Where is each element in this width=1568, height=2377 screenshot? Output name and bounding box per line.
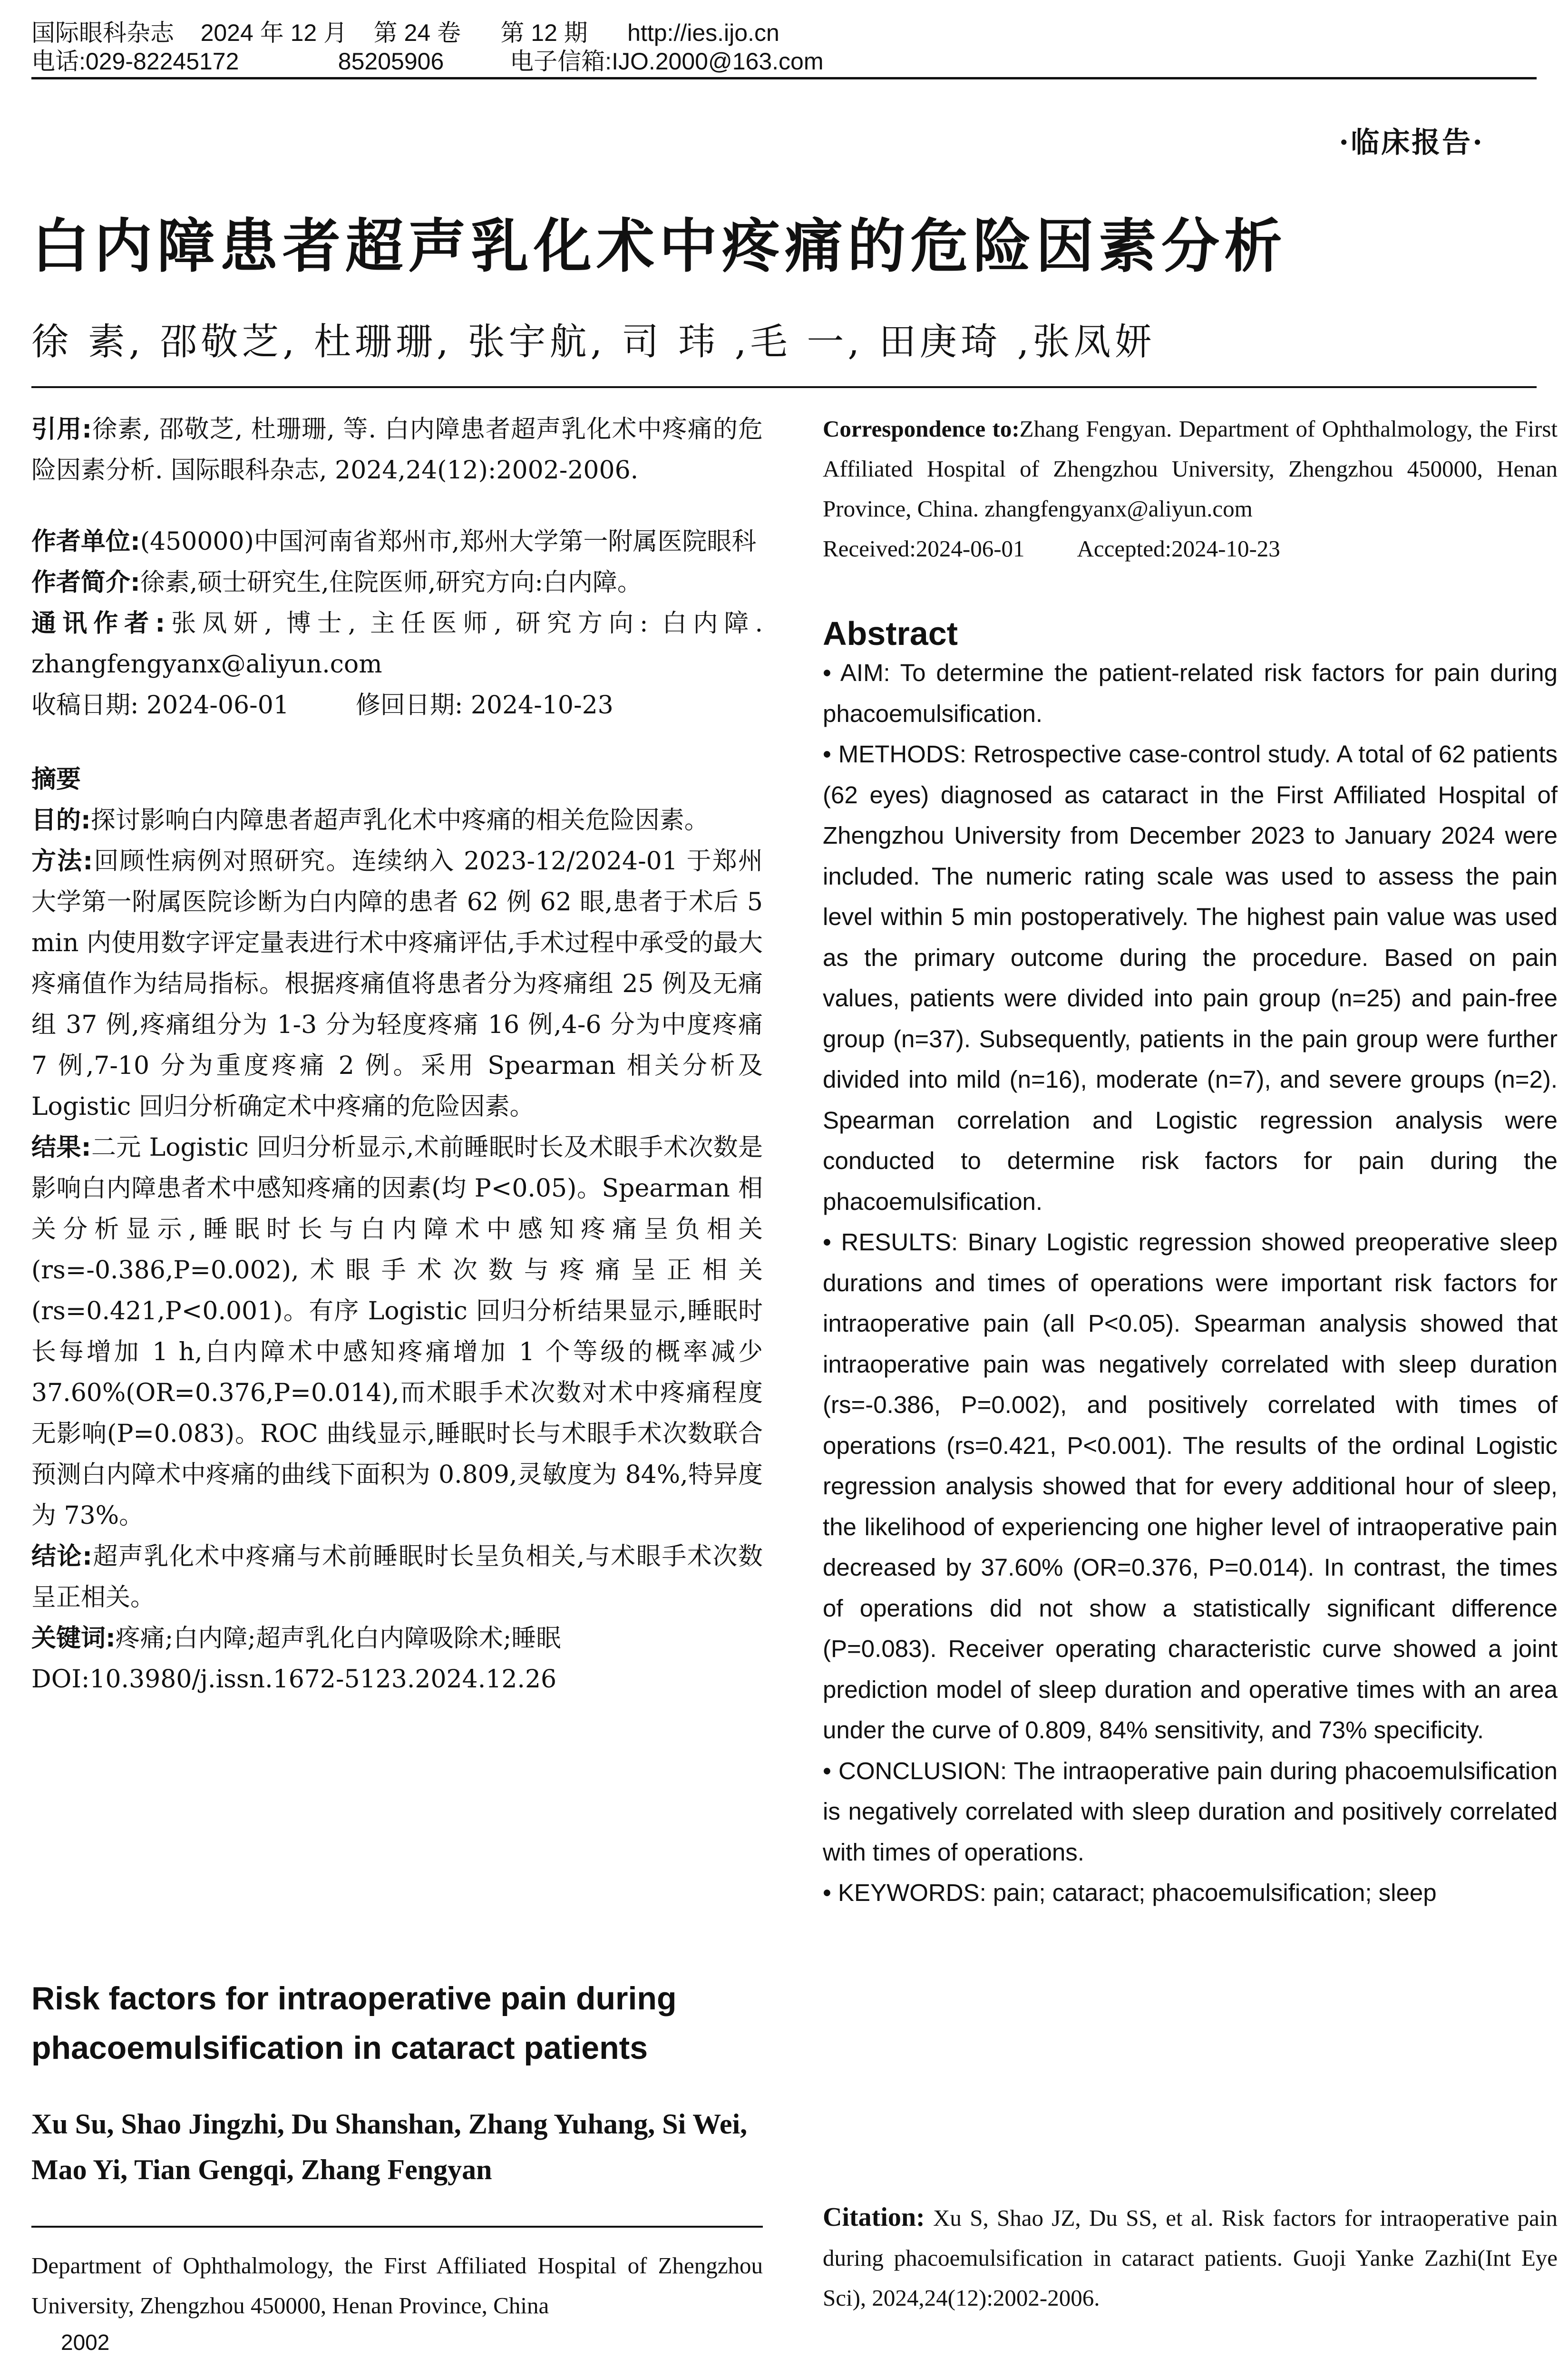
correspondence-label: Correspondence to: bbox=[823, 416, 1020, 442]
english-title-block bbox=[31, 1974, 763, 2192]
bullet-icon: • bbox=[823, 740, 831, 768]
results-text: Binary Logistic regression showed preoperative sleep durations and times of operations were important risk factors for intraoperative pain (all P<0.05). Spearman analysis showed that intraoperative pain was negatively correlated with sleep duration (rs=-0.386, P=0.002), and positively correlated with times of operations (rs=0.421, P<0.001). The results of the ordinal Logistic regression analysis showed that for every additional hour of sleep, the likelihood of experiencing one higher level of intraoperative pain decreased by 37.60% (OR=0.376, P=0.014). In contrast, the times of operations did not show a statistically significant difference (P=0.083). Receiver operating characteristic curve showed a joint prediction model of sleep duration and operative times with an area under the curve of 0.809, 84% sensitivity, and 73% specificity. bbox=[823, 1228, 1558, 1744]
abstract-cn-heading bbox=[31, 759, 763, 800]
results-label: RESULTS: bbox=[841, 1228, 958, 1256]
conclusion-label: CONCLUSION: bbox=[838, 1757, 1007, 1784]
aim-label: AIM: bbox=[840, 659, 890, 686]
title-divider bbox=[31, 386, 1537, 388]
methods-cn-label: 方法: bbox=[31, 847, 93, 876]
abstract-methods bbox=[823, 734, 1558, 1222]
abstract-results bbox=[823, 1222, 1558, 1751]
corresponding-author-cn-label: 通讯作者: bbox=[31, 609, 166, 638]
abstract-aim bbox=[823, 653, 1558, 734]
author-unit-text: (450000)中国河南省郑州市,郑州大学第一附属医院眼科 bbox=[140, 527, 757, 556]
received-date-cn: 收稿日期: 2024-06-01 bbox=[31, 691, 289, 720]
bullet-icon: • bbox=[823, 1879, 831, 1906]
results-cn-text: 二元 Logistic 回归分析显示,术前睡眠时长及术眼手术次数是影响白内障患者术中感知疼痛的因素(均 P<0.05)。Spearman 相关分析显示,睡眠时长与白内障术中感知疼痛呈负相关(rs=-0.386,P=0.002),术眼手术次数与疼痛呈正相关(rs=0.421,P<0.001)。有序 Logistic 回归分析结果显示,睡眠时长每增加 1 h,白内障术中感知疼痛增加 1 个等级的概率减少 37.60%(OR=0.376,P=0.014),而术眼手术次数对术中疼痛程度无影响(P=0.083)。ROC 曲线显示,睡眠时长与术眼手术次数联合预测白内障术中疼痛的曲线下面积为 0.809,灵敏度为 84%,特异度为 73%。 bbox=[31, 1133, 763, 1530]
doi-text: DOI:10.3980/j.issn.1672-5123.2024.12.26 bbox=[31, 1665, 557, 1694]
author-unit bbox=[31, 521, 763, 562]
keywords-cn-text: 疼痛;白内障;超声乳化白内障吸除术;睡眠 bbox=[115, 1624, 561, 1653]
citation-en bbox=[823, 2197, 1558, 2318]
revised-date-cn: 修回日期: 2024-10-23 bbox=[355, 691, 614, 720]
received-accepted bbox=[823, 529, 1558, 569]
author-bio-label: 作者简介: bbox=[31, 568, 140, 597]
bullet-icon: • bbox=[823, 1757, 831, 1784]
aim-text: To determine the patient-related risk factors for pain during phacoemulsification. bbox=[823, 659, 1558, 727]
citation-cn bbox=[31, 409, 763, 491]
abstract-cn-heading-text: 摘要 bbox=[31, 765, 81, 794]
methods-label: METHODS: bbox=[838, 740, 966, 768]
page-number: 2002 bbox=[61, 2330, 110, 2355]
english-affiliation-block bbox=[31, 2246, 763, 2326]
right-column bbox=[823, 409, 1558, 1913]
keywords-text: pain; cataract; phacoemulsification; sleep bbox=[993, 1879, 1437, 1906]
english-affiliation: Department of Ophthalmology, the First Affiliated Hospital of Zhengzhou University, Zhengzhou 450000, Henan Province, China bbox=[31, 2252, 763, 2319]
section-tag: ·临床报告· bbox=[1339, 126, 1484, 159]
corresponding-author-cn bbox=[31, 603, 763, 685]
corresponding-author-cn-text: 张凤妍, 博士, 主任医师, 研究方向: 白内障. zhangfengyanx@aliyun.com bbox=[31, 609, 763, 679]
citation-cn-text: 徐素, 邵敬芝, 杜珊珊, 等. 白内障患者超声乳化术中疼痛的危险因素分析. 国际眼科杂志, 2024,24(12):2002-2006. bbox=[31, 415, 763, 485]
citation-en-block bbox=[823, 2197, 1558, 2318]
left-column bbox=[31, 409, 763, 1700]
abstract-cn-conclusion bbox=[31, 1536, 763, 1618]
keywords-label: KEYWORDS: bbox=[838, 1879, 986, 1906]
correspondence bbox=[823, 409, 1558, 529]
doi bbox=[31, 1659, 763, 1700]
abstract-keywords bbox=[823, 1872, 1558, 1913]
methods-text: Retrospective case-control study. A total of 62 patients (62 eyes) diagnosed as cataract in the First Affiliated Hospital of Zhengzhou University from December 2023 to January 2024 were included. The numeric rating scale was used to assess the pain level within 5 min postoperatively. The highest pain value was used as the primary outcome during the procedure. Based on pain values, patients were divided into pain group (n=25) and pain-free group (n=37). Subsequently, patients in the pain group were further divided into mild (n=16), moderate (n=7), and severe groups (n=2). Spearman correlation and Logistic regression analysis were conducted to determine risk factors for pain during the phacoemulsification. bbox=[823, 740, 1558, 1215]
keywords-cn bbox=[31, 1618, 763, 1659]
purpose-label: 目的: bbox=[31, 806, 91, 835]
affiliation-divider bbox=[31, 2226, 763, 2228]
conclusion-cn-text: 超声乳化术中疼痛与术前睡眠时长呈负相关,与术眼手术次数呈正相关。 bbox=[31, 1542, 763, 1612]
citation-en-text: Xu S, Shao JZ, Du SS, et al. Risk factors for intraoperative pain during phacoemulsification in cataract patients. Guoji Yanke Zazhi(Int Eye Sci), 2024,24(12):2002-2006. bbox=[823, 2205, 1558, 2311]
english-title: Risk factors for intraoperative pain during phacoemulsification in cataract patients bbox=[31, 1980, 677, 2066]
journal-header-line1: 国际眼科杂志 2024 年 12 月 第 24 卷 第 12 期 http://ies.ijo.cn bbox=[31, 19, 779, 46]
author-list: 徐 素, 邵敬芝, 杜珊珊, 张宇航, 司 玮 ,毛 一, 田庚琦 ,张凤妍 bbox=[31, 321, 1156, 363]
received-date: Received:2024-06-01 bbox=[823, 536, 1025, 562]
abstract-cn-purpose bbox=[31, 800, 763, 841]
header-divider bbox=[31, 77, 1537, 79]
bullet-icon: • bbox=[823, 659, 831, 686]
correspondence-text: Zhang Fengyan. Department of Ophthalmology, the First Affiliated Hospital of Zhengzhou University, Zhengzhou 450000, Henan Province, China. zhangfengyanx@aliyun.com bbox=[823, 416, 1558, 522]
methods-cn-text: 回顾性病例对照研究。连续纳入 2023-12/2024-01 于郑州大学第一附属医院诊断为白内障的患者 62 例 62 眼,患者于术后 5 min 内使用数字评定量表进行术中疼痛评估,手术过程中承受的最大疼痛值作为结局指标。根据疼痛值将患者分为疼痛组 25 例及无痛组 37 例,疼痛组分为 1-3 分为轻度疼痛 16 例,4-6 分为中度疼痛 7 例,7-10 分为重度疼痛 2 例。采用 Spearman 相关分析及 Logistic 回归分析确定术中疼痛的危险因素。 bbox=[31, 847, 763, 1121]
citation-cn-label: 引用: bbox=[31, 415, 92, 444]
abstract-conclusion bbox=[823, 1751, 1558, 1873]
journal-header-line2: 电话:029-82245172 85205906 电子信箱:IJO.2000@163.com bbox=[31, 48, 824, 75]
author-bio bbox=[31, 562, 763, 603]
accepted-date: Accepted:2024-10-23 bbox=[1077, 536, 1280, 562]
abstract-cn-methods bbox=[31, 841, 763, 1127]
abstract-cn-results bbox=[31, 1127, 763, 1536]
bullet-icon: • bbox=[823, 1228, 831, 1256]
conclusion-text: The intraoperative pain during phacoemulsification is negatively correlated with sleep duration and positively correlated with times of operations. bbox=[823, 1757, 1558, 1866]
conclusion-cn-label: 结论: bbox=[31, 1542, 92, 1571]
purpose-text: 探讨影响白内障患者超声乳化术中疼痛的相关危险因素。 bbox=[90, 806, 709, 835]
abstract-heading: Abstract bbox=[823, 615, 958, 652]
dates-cn bbox=[31, 685, 763, 726]
english-authors: Xu Su, Shao Jingzhi, Du Shanshan, Zhang Yuhang, Si Wei, Mao Yi, Tian Gengqi, Zhang Fengyan bbox=[31, 2108, 748, 2185]
citation-en-label: Citation: bbox=[823, 2202, 925, 2232]
author-unit-label: 作者单位: bbox=[31, 527, 140, 556]
author-bio-text: 徐素,硕士研究生,住院医师,研究方向:白内障。 bbox=[140, 568, 642, 597]
page-title: 白内障患者超声乳化术中疼痛的危险因素分析 bbox=[31, 213, 1287, 280]
keywords-cn-label: 关键词: bbox=[31, 1624, 116, 1653]
results-cn-label: 结果: bbox=[31, 1133, 91, 1162]
